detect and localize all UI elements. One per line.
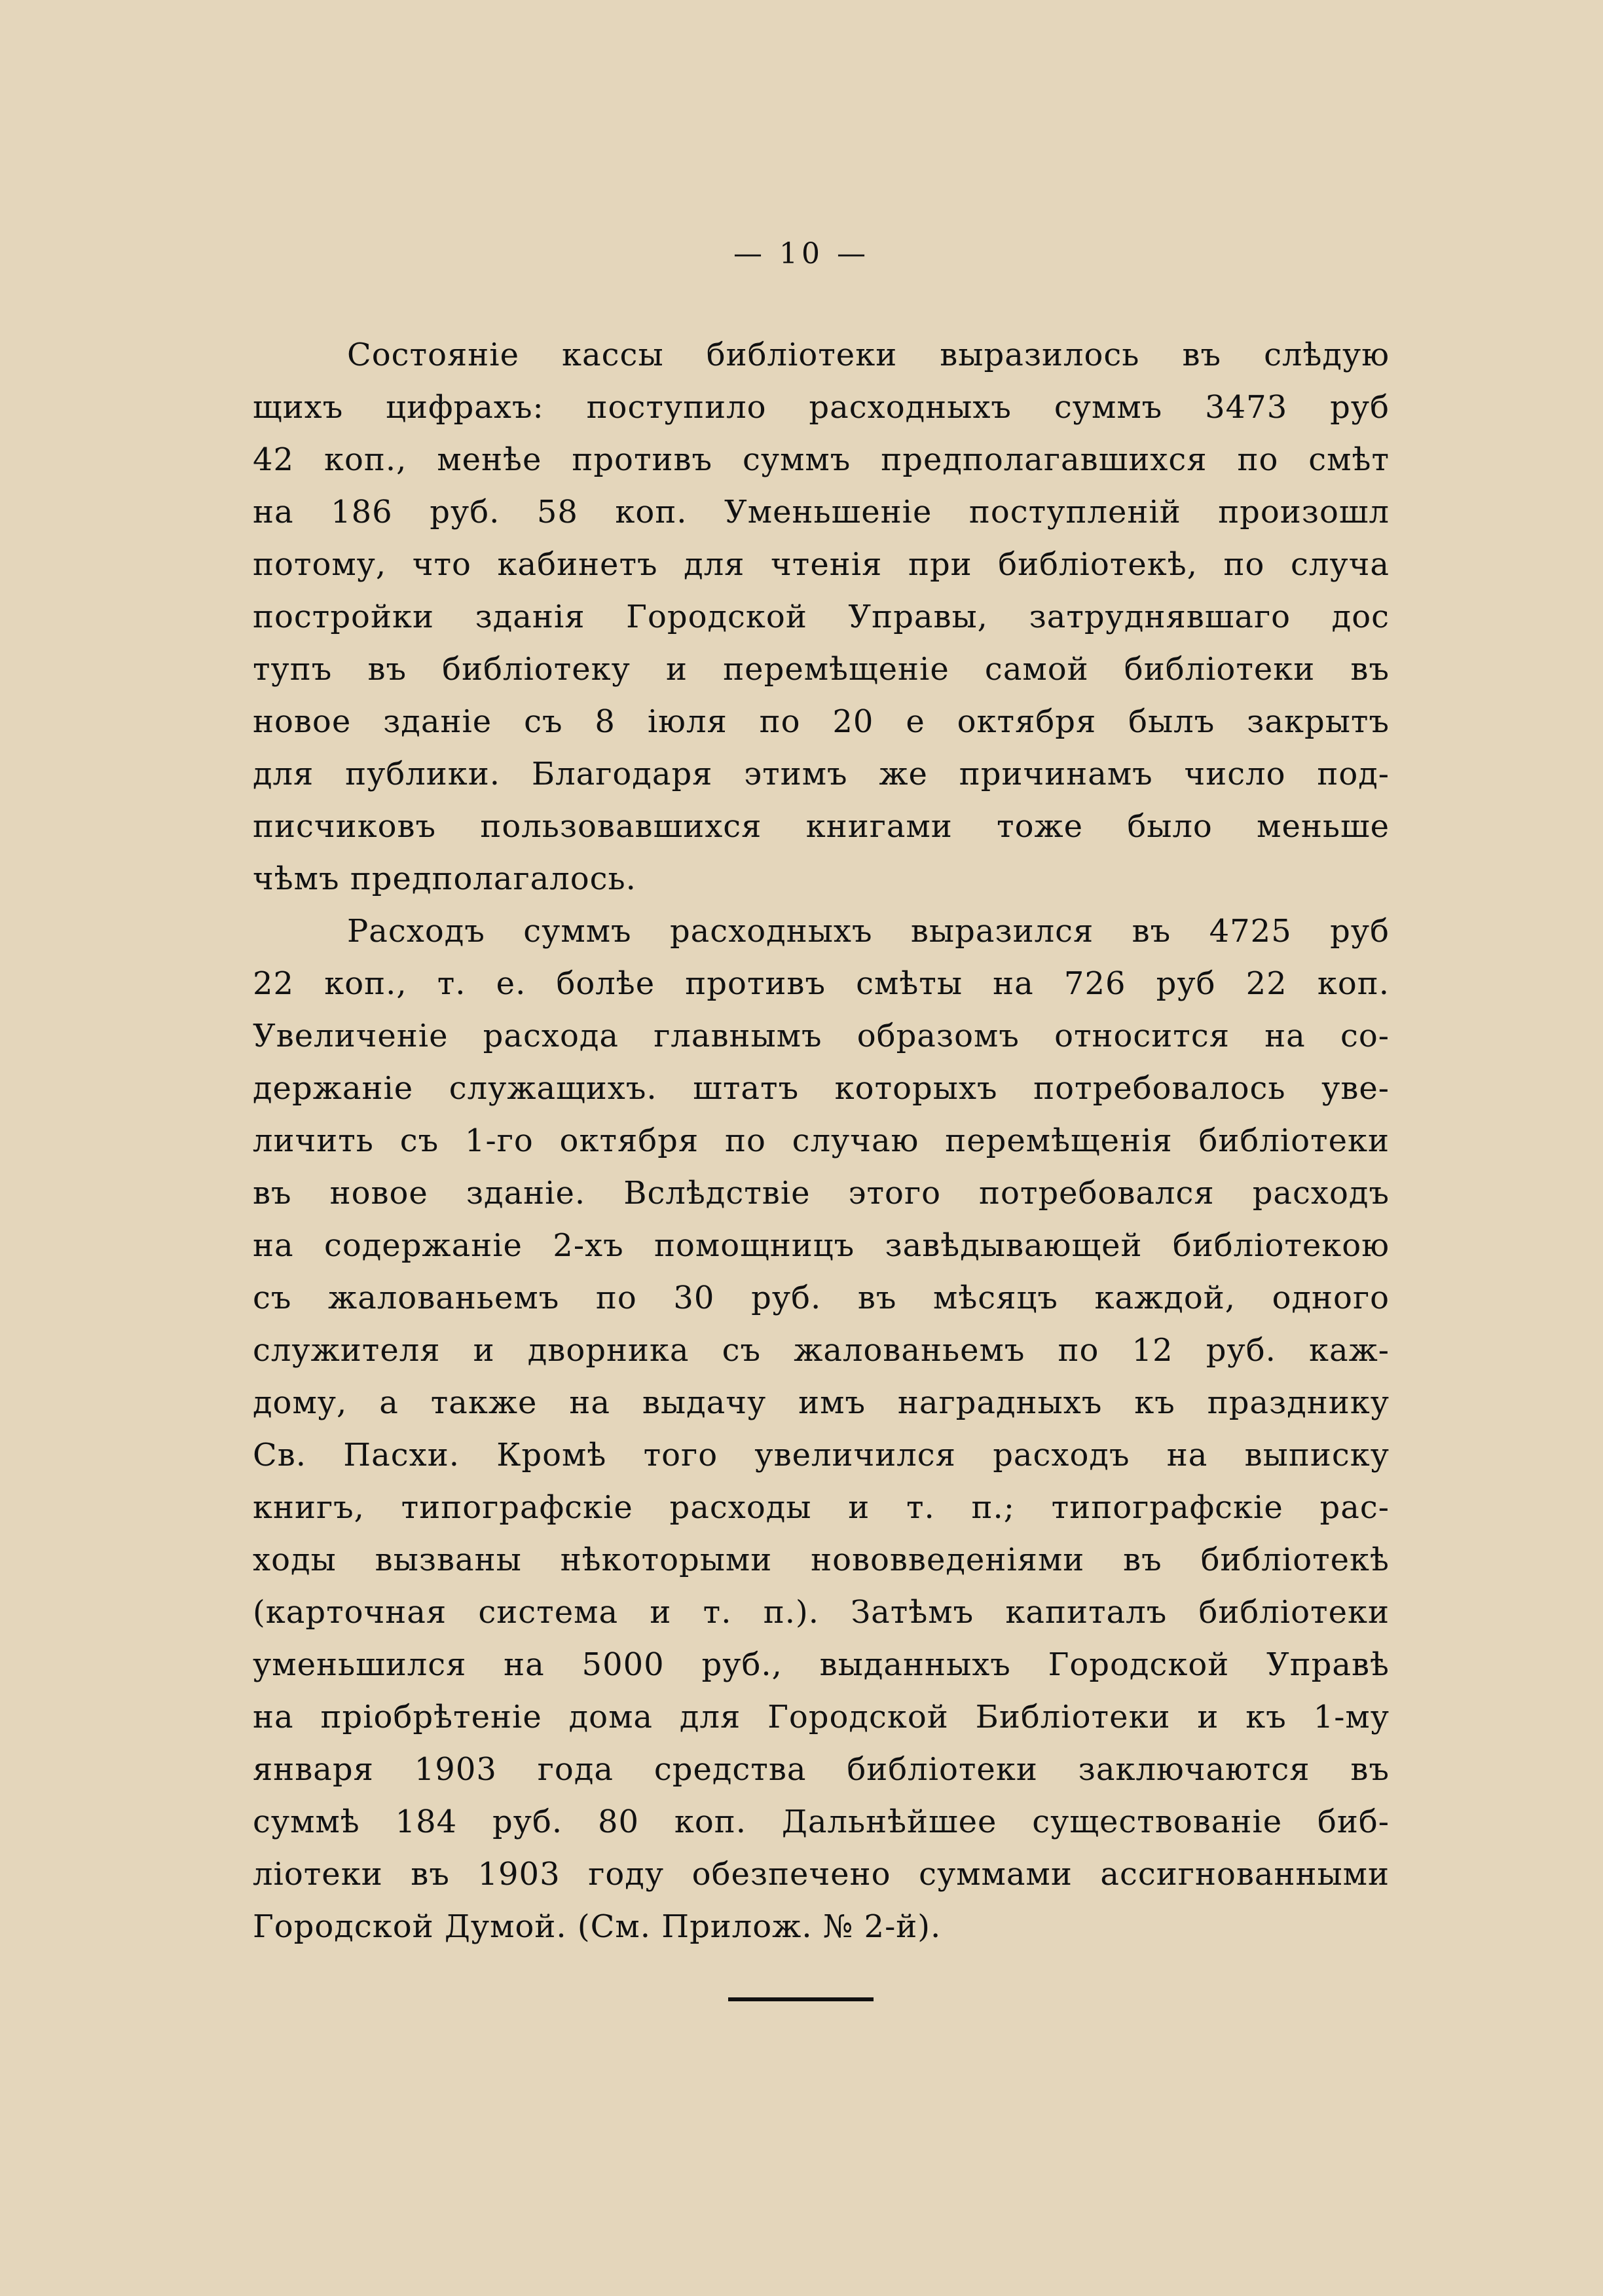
text-line: личить съ 1-го октября по случаю перемѣщенія библіотеки	[253, 1122, 1390, 1159]
text-line: держаніе служащихъ. штатъ которыхъ потребовалось уве-	[253, 1070, 1390, 1107]
text-line: чѣмъ предполагалось.	[253, 861, 636, 897]
text-line: тупъ въ библіотеку и перемѣщеніе самой библіотеки въ	[253, 651, 1390, 688]
text-line: ходы вызваны нѣкоторыми нововведеніями въ библіотекѣ	[253, 1542, 1390, 1578]
text-line: суммѣ 184 руб. 80 коп. Дальнѣйшее существованіе биб-	[253, 1804, 1390, 1840]
body-text	[253, 329, 1390, 1953]
text-line: Св. Пасхи. Кромѣ того увеличился расходъ на выписку	[253, 1437, 1390, 1473]
text-line: новое зданіе съ 8 іюля по 20 е октября былъ закрытъ	[253, 703, 1390, 740]
paragraph-expenses	[253, 905, 1390, 1953]
text-line: на 186 руб. 58 коп. Уменьшеніе поступленій произошл	[253, 494, 1390, 530]
text-line: Расходъ суммъ расходныхъ выразился въ 4725 руб	[347, 913, 1390, 950]
text-line: 22 коп., т. е. болѣе противъ смѣты на 726 руб 22 коп.	[253, 965, 1390, 1002]
text-line: потому, что кабинетъ для чтенія при библіотекѣ, по случа	[253, 546, 1390, 583]
text-line: постройки зданія Городской Управы, затруднявшаго дос	[253, 599, 1390, 635]
text-line: Состояніе кассы библіотеки выразилось въ слѣдую	[347, 337, 1390, 373]
text-line: служителя и дворника съ жалованьемъ по 12 руб. каж-	[253, 1332, 1390, 1369]
text-line: дому, а также на выдачу имъ наградныхъ къ празднику	[253, 1384, 1390, 1421]
text-line: щихъ цифрахъ: поступило расходныхъ суммъ 3473 руб	[253, 389, 1390, 426]
text-line: Увеличеніе расхода главнымъ образомъ относится на со-	[253, 1018, 1390, 1054]
text-line: на пріобрѣтеніе дома для Городской Библіотеки и къ 1-му	[253, 1699, 1390, 1735]
text-line: книгъ, типографскіе расходы и т. п.; типографскіе рас-	[253, 1489, 1390, 1526]
text-line: января 1903 года средства библіотеки заключаются въ	[253, 1751, 1390, 1788]
text-line: ліотеки въ 1903 году обезпечено суммами ассигнованными	[253, 1856, 1390, 1893]
paragraph-cash-status	[253, 329, 1390, 905]
text-line: (карточная система и т. п.). Затѣмъ капиталъ библіотеки	[253, 1594, 1390, 1631]
text-line: уменьшился на 5000 руб., выданныхъ Городской Управѣ	[253, 1646, 1390, 1683]
text-line: 42 коп., менѣе противъ суммъ предполагавшихся по смѣт	[253, 441, 1390, 478]
closing-rule	[728, 1997, 874, 2001]
text-line: на содержаніе 2-хъ помощницъ завѣдывающей библіотекою	[253, 1227, 1390, 1264]
text-line: въ новое зданіе. Вслѣдствіе этого потребовался расходъ	[253, 1175, 1390, 1212]
page-number: — 10 —	[733, 237, 870, 270]
text-line: Городской Думой. (См. Прилож. № 2-й).	[253, 1908, 942, 1945]
text-line: писчиковъ пользовавшихся книгами тоже было меньше	[253, 808, 1390, 845]
text-line: съ жалованьемъ по 30 руб. въ мѣсяцъ каждой, одного	[253, 1280, 1390, 1316]
text-line: для публики. Благодаря этимъ же причинамъ число под-	[253, 756, 1390, 792]
